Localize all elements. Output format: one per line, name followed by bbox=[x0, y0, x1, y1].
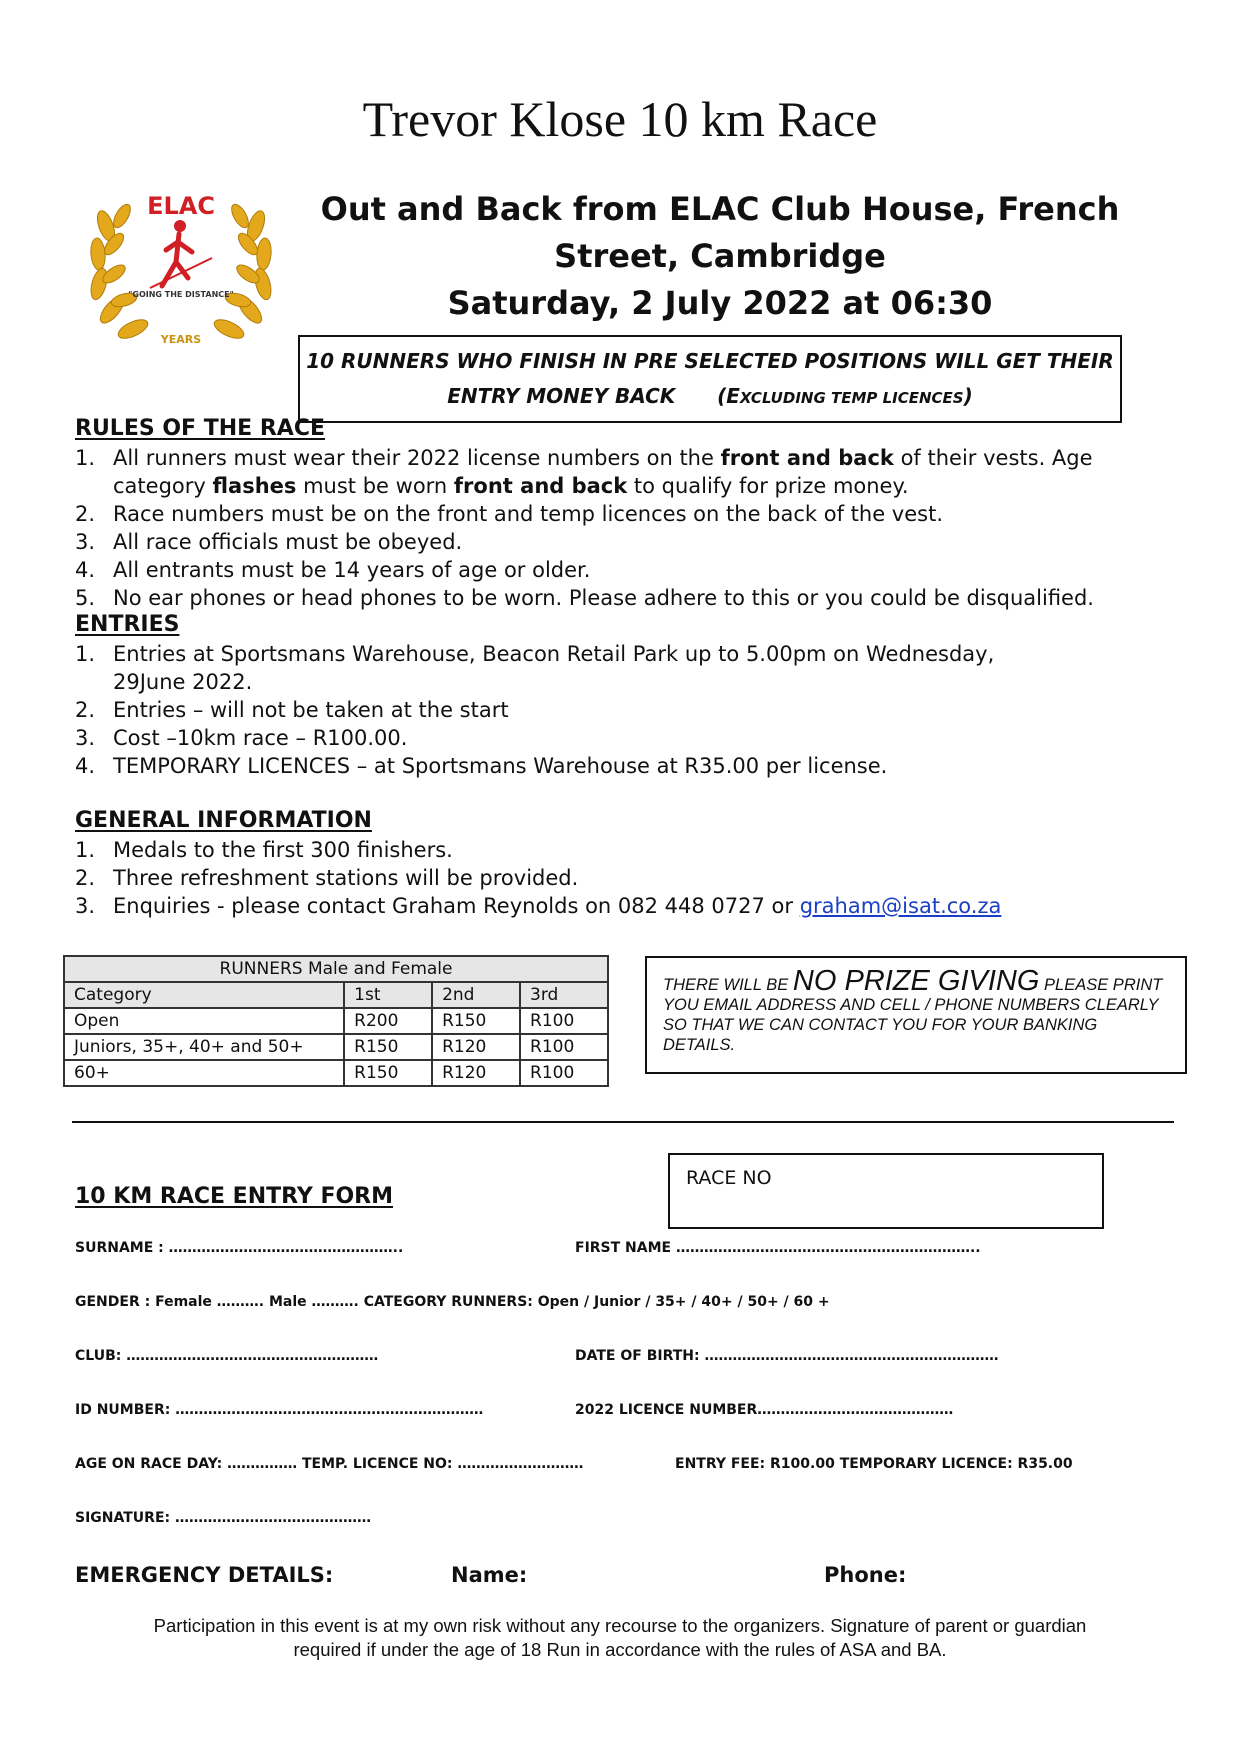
race-date-time: Saturday, 2 July 2022 at 06:30 bbox=[447, 284, 993, 322]
table-cell: R150 bbox=[344, 1034, 432, 1060]
table-caption: RUNNERS Male and Female bbox=[64, 956, 608, 982]
disclaimer bbox=[60, 1614, 1180, 1662]
entries-list bbox=[75, 640, 1060, 780]
list-item: 2. Three refreshment stations will be provided. bbox=[75, 866, 579, 890]
club-field[interactable]: CLUB: ……………………………………………… bbox=[75, 1348, 379, 1364]
notice-emphasis: NO PRIZE GIVING bbox=[792, 965, 1040, 997]
table-cell: R120 bbox=[432, 1034, 520, 1060]
elac-logo bbox=[88, 186, 274, 356]
table-cell: 60+ bbox=[64, 1060, 344, 1086]
race-number-label: RACE NO bbox=[686, 1167, 772, 1189]
table-cell: R200 bbox=[344, 1008, 432, 1034]
section-divider bbox=[72, 1121, 1174, 1123]
general-info-list bbox=[75, 836, 1185, 920]
date-of-birth-field[interactable]: DATE OF BIRTH: ……………………………………………………… bbox=[575, 1348, 999, 1364]
refund-line-2: ENTRY MONEY BACK (EXCLUDING TEMP LICENCES) bbox=[447, 384, 973, 408]
age-temp-licence-field[interactable]: AGE ON RACE DAY: …………… TEMP. LICENCE NO: ……………………… bbox=[75, 1456, 584, 1472]
logo-title: ELAC bbox=[147, 192, 215, 220]
disclaimer-line-1: Participation in this event is at my own risk without any recourse to the organizers. Signature of parent or guardian bbox=[153, 1615, 1087, 1636]
refund-line-1: 10 RUNNERS WHO FINISH IN PRE SELECTED POSITIONS WILL GET THEIR bbox=[306, 349, 1114, 373]
logo-years: YEARS bbox=[160, 333, 202, 346]
entry-refund-box bbox=[298, 335, 1122, 423]
runner-icon bbox=[162, 220, 192, 286]
venue-line-2: Street, Cambridge bbox=[554, 237, 886, 275]
general-info-heading: GENERAL INFORMATION bbox=[75, 808, 372, 833]
venue-heading bbox=[300, 186, 1140, 327]
gender-category-field[interactable]: GENDER : Female ………. Male ………. CATEGORY RUNNERS: Open / Junior / 35+ / 40+ / 50+ / 60 + bbox=[75, 1294, 830, 1310]
prize-money-table bbox=[63, 955, 609, 1087]
entries-heading: ENTRIES bbox=[75, 612, 180, 637]
table-cell: R150 bbox=[344, 1060, 432, 1086]
list-item: 3. All race officials must be obeyed. bbox=[75, 530, 463, 554]
entry-form-title: 10 KM RACE ENTRY FORM bbox=[75, 1184, 394, 1209]
list-item: 4. All entrants must be 14 years of age or older. bbox=[75, 558, 591, 582]
table-row bbox=[64, 1060, 608, 1086]
surname-field[interactable]: SURNAME : ………………………………………….. bbox=[75, 1240, 404, 1256]
list-item: 3. Cost –10km race – R100.00. bbox=[75, 726, 408, 750]
logo-motto: "GOING THE DISTANCE" bbox=[128, 290, 234, 299]
emergency-phone-field[interactable]: Phone: bbox=[824, 1563, 907, 1587]
list-item: 1. Medals to the first 300 finishers. bbox=[75, 838, 453, 862]
list-item: 5. No ear phones or head phones to be worn. Please adhere to this or you could be disqualified. bbox=[75, 586, 1094, 610]
list-item: 2. Race numbers must be on the front and temp licences on the back of the vest. bbox=[75, 502, 943, 526]
table-cell: R150 bbox=[432, 1008, 520, 1034]
column-header: 1st bbox=[344, 982, 432, 1008]
first-name-field[interactable]: FIRST NAME ……………………………………………………….. bbox=[575, 1240, 981, 1256]
rules-list bbox=[75, 444, 1185, 612]
column-header: 3rd bbox=[520, 982, 608, 1008]
table-cell: R120 bbox=[432, 1060, 520, 1086]
list-item: 2. Entries – will not be taken at the start bbox=[75, 698, 509, 722]
emergency-details-label: EMERGENCY DETAILS: bbox=[75, 1563, 334, 1587]
table-cell: R100 bbox=[520, 1060, 608, 1086]
race-number-box[interactable] bbox=[668, 1153, 1104, 1229]
emergency-name-field[interactable]: Name: bbox=[451, 1563, 528, 1587]
list-item: 1. Entries at Sportsmans Warehouse, Beacon Retail Park up to 5.00pm on Wednesday, 29June 2022. bbox=[75, 642, 995, 694]
table-row bbox=[64, 1008, 608, 1034]
no-prize-giving-notice: THERE WILL BE NO PRIZE GIVING PLEASE PRINT YOU EMAIL ADDRESS AND CELL / PHONE NUMBERS CLEARLY SO THAT WE CAN CONTACT YOU FOR YOUR BANKING DETAILS. bbox=[645, 956, 1187, 1074]
fees-text: ENTRY FEE: R100.00 TEMPORARY LICENCE: R35.00 bbox=[675, 1456, 1073, 1472]
table-cell: R100 bbox=[520, 1008, 608, 1034]
table-cell: R100 bbox=[520, 1034, 608, 1060]
table-row bbox=[64, 1034, 608, 1060]
table-header-row bbox=[64, 982, 608, 1008]
column-header: 2nd bbox=[432, 982, 520, 1008]
venue-line-1: Out and Back from ELAC Club House, French bbox=[320, 190, 1120, 228]
id-number-field[interactable]: ID NUMBER: ………………………………………………………… bbox=[75, 1402, 484, 1418]
list-item: 3. Enquiries - please contact Graham Reynolds on 082 448 0727 or graham@isat.co.za bbox=[75, 894, 1002, 918]
licence-number-field[interactable]: 2022 LICENCE NUMBER…………………………………… bbox=[575, 1402, 954, 1418]
list-item: 1. All runners must wear their 2022 license numbers on the front and back of their vests. Age category flashes must be worn front and back to qualify for prize money. bbox=[75, 446, 1093, 498]
table-cell: Juniors, 35+, 40+ and 50+ bbox=[64, 1034, 344, 1060]
page-title: Trevor Klose 10 km Race bbox=[362, 91, 878, 147]
disclaimer-line-2: required if under the age of 18 Run in accordance with the rules of ASA and BA. bbox=[293, 1639, 947, 1660]
column-header: Category bbox=[64, 982, 344, 1008]
contact-email-link[interactable]: graham@isat.co.za bbox=[799, 894, 1002, 918]
signature-field[interactable]: SIGNATURE: …………………………………… bbox=[75, 1510, 371, 1526]
table-cell: Open bbox=[64, 1008, 344, 1034]
rules-heading: RULES OF THE RACE bbox=[75, 416, 325, 441]
list-item: 4. TEMPORARY LICENCES – at Sportsmans Warehouse at R35.00 per license. bbox=[75, 754, 888, 778]
